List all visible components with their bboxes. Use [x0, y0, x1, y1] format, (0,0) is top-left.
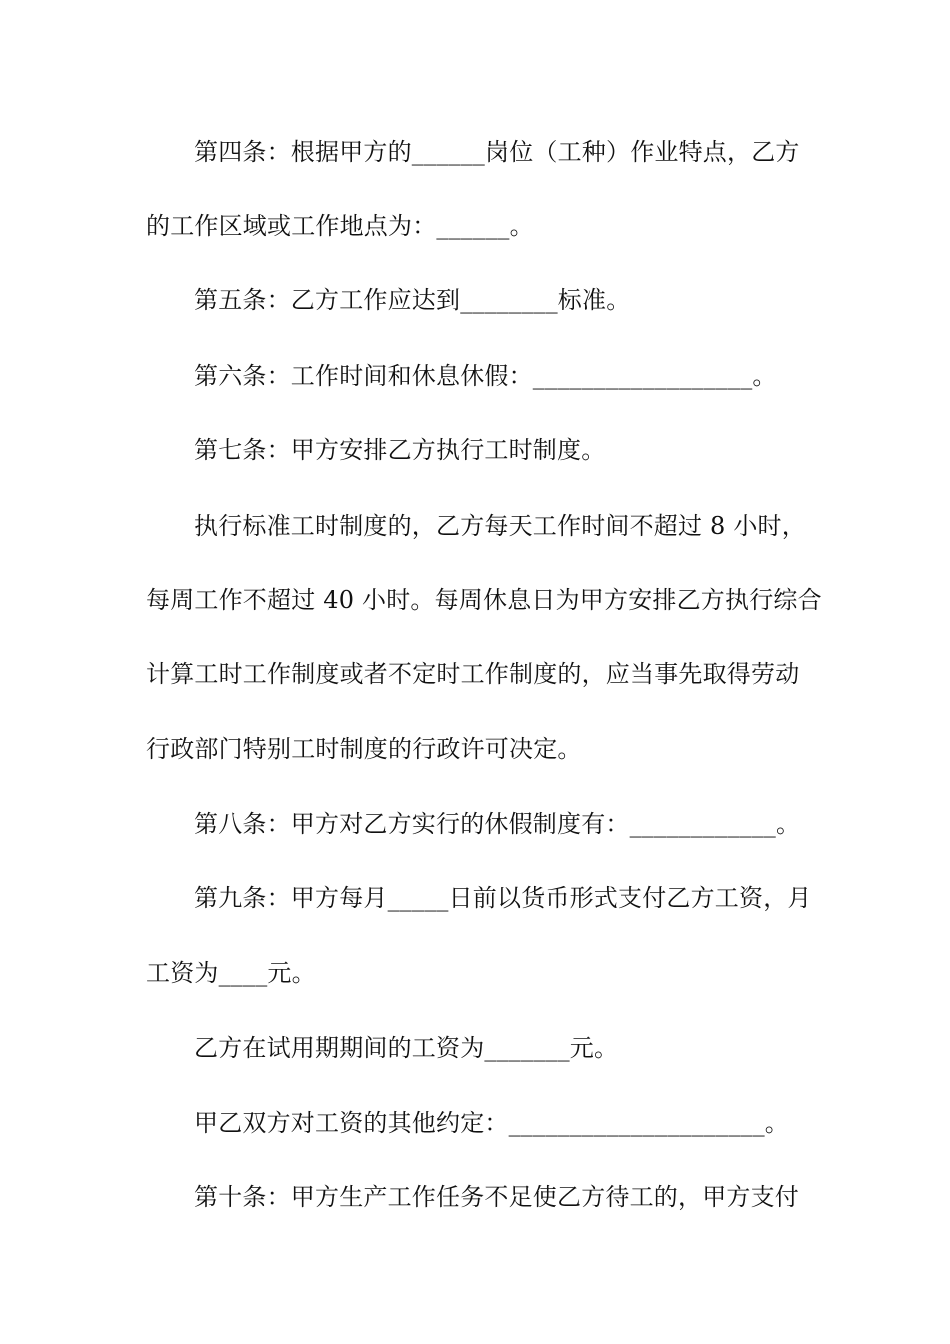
- article-9-line-1: 第九条：甲方每月_____日前以货币形式支付乙方工资，月: [194, 884, 812, 912]
- article-10-line-1: 第十条：甲方生产工作任务不足使乙方待工的，甲方支付: [194, 1183, 799, 1211]
- article-6-line: 第六条：工作时间和休息休假：__________________。: [194, 362, 777, 390]
- article-7-paragraph-line-3: 计算工时工作制度或者不定时工作制度的，应当事先取得劳动: [146, 660, 800, 688]
- article-4-line-2: 的工作区域或工作地点为：______。: [146, 212, 534, 240]
- other-wage-agreement-line: 甲乙双方对工资的其他约定：_____________________。: [194, 1109, 789, 1137]
- article-7-paragraph-line-4: 行政部门特别工时制度的行政许可决定。: [146, 735, 582, 763]
- article-4-line-1: 第四条：根据甲方的______岗位（工种）作业特点，乙方: [194, 138, 800, 166]
- article-7-paragraph-line-1: 执行标准工时制度的，乙方每天工作时间不超过 8 小时，: [194, 512, 806, 540]
- article-8-line: 第八条：甲方对乙方实行的休假制度有：____________。: [194, 810, 801, 838]
- article-7-line: 第七条：甲方安排乙方执行工时制度。: [194, 436, 606, 464]
- article-9-line-2: 工资为____元。: [146, 959, 316, 987]
- article-7-paragraph-line-2: 每周工作不超过 40 小时。每周休息日为甲方安排乙方执行综合: [146, 586, 822, 614]
- article-5-line: 第五条：乙方工作应达到________标准。: [194, 286, 631, 314]
- probation-wage-line: 乙方在试用期期间的工资为_______元。: [194, 1034, 619, 1062]
